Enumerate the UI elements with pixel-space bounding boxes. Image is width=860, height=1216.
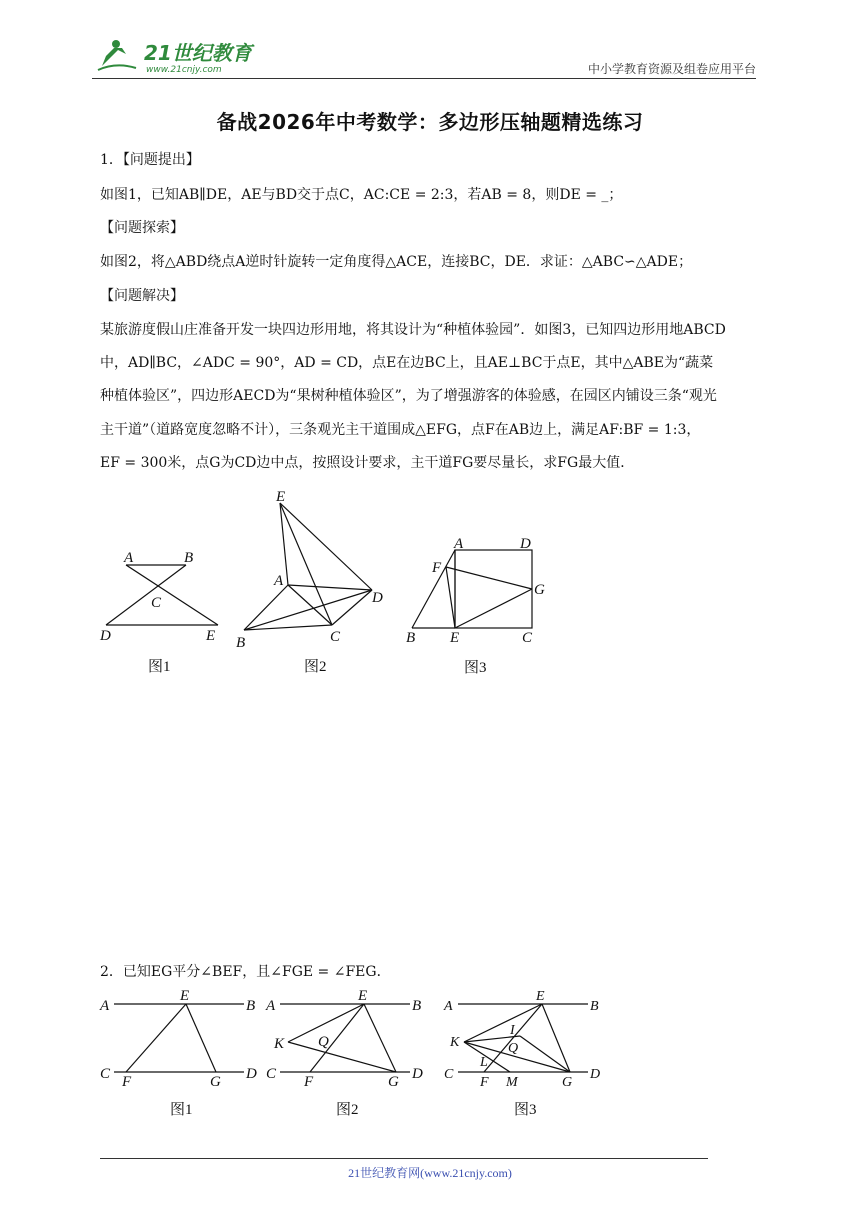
svg-text:I: I: [510, 1023, 515, 1038]
header-divider: [92, 78, 756, 79]
q1-figure-3: [400, 530, 560, 680]
logo-url: www.21cnjy.com: [146, 65, 222, 75]
q2-figure-3: [440, 990, 610, 1120]
svg-text:B: B: [406, 630, 416, 646]
q2-line1: 2．已知EG平分∠BEF，且∠FGE = ∠FEG．: [100, 964, 391, 980]
q1-solve-heading: 【问题解决】: [100, 288, 184, 304]
q1-para-line: 中，AD∥BC，∠ADC = 90°，AD = CD，点E在边BC上，且AE⊥BC于点E，其中△ABE为“蔬菜: [100, 355, 714, 371]
svg-text:M: M: [506, 1075, 518, 1090]
q2-fig3-caption: 图3: [514, 1102, 537, 1118]
q1-fig2-caption: 图2: [304, 659, 327, 675]
q1-line2: 如图2，将△ABD绕点A逆时针旋转一定角度得△ACE，连接BC，DE．求证：△ABC∽△ADE；: [100, 254, 693, 270]
svg-text:C: C: [151, 595, 162, 611]
q2-fig2-caption: 图2: [336, 1102, 359, 1118]
svg-text:F: F: [480, 1075, 489, 1090]
svg-text:G: G: [562, 1075, 573, 1090]
svg-text:B: B: [412, 998, 422, 1014]
svg-text:Q: Q: [508, 1041, 519, 1056]
svg-text:Q: Q: [318, 1034, 329, 1050]
q1-para-line: 种植体验区”，四边形AECD为“果树种植体验区”，为了增强游客的体验感，在园区内铺设三条“观光: [100, 388, 717, 404]
q1-fig1-caption: 图1: [148, 659, 171, 675]
svg-text:F: F: [122, 1074, 132, 1090]
q1-line1: 如图1，已知AB∥DE，AE与BD交于点C，AC:CE = 2:3，若AB = 8，则DE = _；: [100, 187, 623, 203]
svg-text:D: D: [590, 1067, 601, 1082]
svg-text:E: E: [180, 990, 190, 1004]
svg-text:D: D: [246, 1066, 257, 1082]
q1-number: 1．【问题提出】: [100, 152, 200, 168]
svg-text:K: K: [450, 1035, 460, 1050]
footer-link[interactable]: 21世纪教育网(www.21cnjy.com): [348, 1166, 512, 1180]
svg-text:L: L: [480, 1055, 488, 1070]
q2-fig1-caption: 图1: [170, 1102, 193, 1118]
runner-logo-icon: [98, 40, 136, 70]
logo-text: 21世纪教育: [144, 41, 252, 65]
svg-text:G: G: [534, 582, 545, 598]
svg-text:G: G: [210, 1074, 221, 1090]
svg-text:E: E: [276, 489, 286, 505]
svg-text:F: F: [304, 1074, 314, 1090]
svg-text:E: E: [358, 990, 368, 1004]
svg-text:A: A: [444, 999, 453, 1014]
q1-figure-2: [230, 485, 390, 680]
q2-figure-2: [262, 990, 432, 1120]
q1-fig3-caption: 图3: [464, 660, 487, 676]
svg-text:A: A: [124, 550, 134, 566]
q1-figure-1: [96, 545, 226, 680]
svg-text:F: F: [432, 560, 442, 576]
q1-explore-heading: 【问题探索】: [100, 220, 184, 236]
svg-text:B: B: [236, 635, 246, 651]
svg-text:E: E: [450, 630, 460, 646]
svg-text:B: B: [246, 998, 256, 1014]
footer-divider: [100, 1158, 708, 1159]
svg-text:B: B: [184, 550, 194, 566]
svg-text:C: C: [522, 630, 533, 646]
svg-text:E: E: [536, 990, 545, 1004]
svg-text:C: C: [100, 1066, 111, 1082]
svg-text:C: C: [266, 1066, 277, 1082]
header-platform-text: 中小学教育资源及组卷应用平台: [587, 62, 756, 76]
svg-text:E: E: [206, 628, 216, 644]
svg-text:B: B: [590, 999, 599, 1014]
svg-text:D: D: [372, 590, 383, 606]
svg-text:G: G: [388, 1074, 399, 1090]
svg-text:A: A: [274, 573, 284, 589]
svg-text:K: K: [274, 1036, 285, 1052]
svg-text:D: D: [412, 1066, 423, 1082]
svg-text:A: A: [454, 536, 464, 552]
svg-text:A: A: [100, 998, 110, 1014]
svg-text:D: D: [520, 536, 531, 552]
q1-para-line: 主干道”（道路宽度忽略不计），三条观光主干道围成△EFG，点F在AB边上，满足AF:BF = 1:3，: [100, 422, 701, 438]
q1-para-line: 某旅游度假山庄准备开发一块四边形用地，将其设计为“种植体验园”．如图3，已知四边形用地ABCD: [100, 322, 726, 338]
page-title: 备战2026年中考数学：多边形压轴题精选练习: [216, 110, 644, 134]
svg-text:C: C: [330, 629, 341, 645]
q2-figure-1: [96, 990, 266, 1120]
svg-text:C: C: [444, 1067, 454, 1082]
svg-text:A: A: [266, 998, 276, 1014]
svg-text:D: D: [100, 628, 111, 644]
site-logo: [96, 36, 266, 76]
q1-para-line: EF = 300米，点G为CD边中点，按照设计要求，主干道FG要尽量长，求FG最大值．: [100, 455, 635, 471]
